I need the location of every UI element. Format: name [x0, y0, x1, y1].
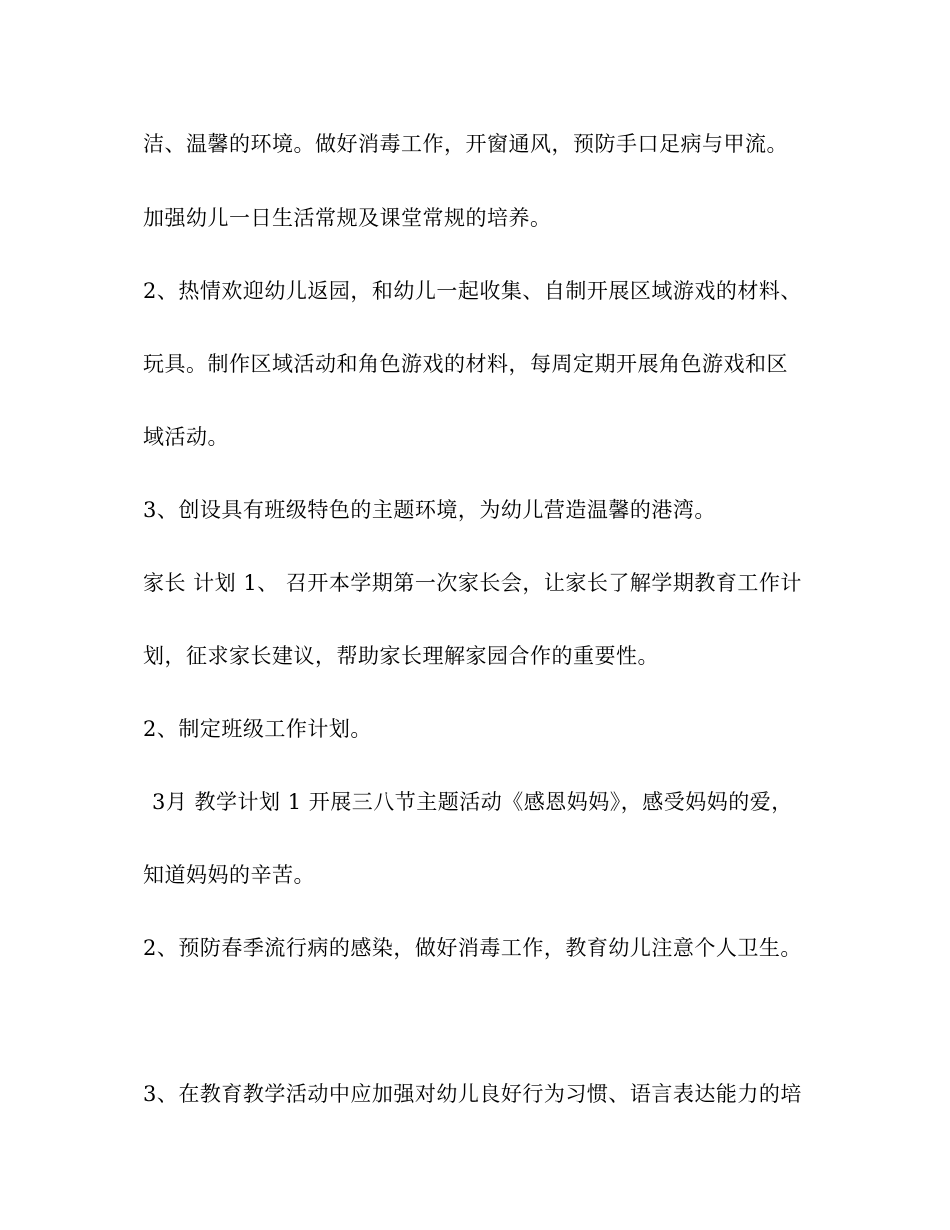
text-line-4: 玩具。制作区域活动和角色游戏的材料，每周定期开展角色游戏和区: [143, 352, 788, 376]
text-line-9: 2、制定班级工作计划。: [143, 717, 372, 741]
text-line-1: 洁、温馨的环境。做好消毒工作，开窗通风，预防手口足病与甲流。: [143, 132, 788, 156]
text-line-2: 加强幼儿一日生活常规及课堂常规的培养。: [143, 206, 552, 230]
text-line-3: 2、热情欢迎幼儿返园，和幼儿一起收集、自制开展区域游戏的材料、: [143, 279, 802, 303]
text-line-12: 2、预防春季流行病的感染，做好消毒工作，教育幼儿注意个人卫生。: [143, 936, 802, 960]
text-line-5: 域活动。: [143, 425, 229, 449]
text-line-11: 知道妈妈的辛苦。: [143, 863, 315, 887]
text-line-13: 3、在教育教学活动中应加强对幼儿良好行为习惯、语言表达能力的培: [143, 1082, 802, 1106]
text-line-10: 3月 教学计划 1 开展三八节主题活动《感恩妈妈》，感受妈妈的爱，: [152, 790, 793, 814]
text-line-7: 家长 计划 1、 召开本学期第一次家长会，让家长了解学期教育工作计: [143, 571, 802, 595]
text-line-8: 划，征求家长建议，帮助家长理解家园合作的重要性。: [143, 644, 659, 668]
text-line-6: 3、创设具有班级特色的主题环境，为幼儿营造温馨的港湾。: [143, 498, 716, 522]
